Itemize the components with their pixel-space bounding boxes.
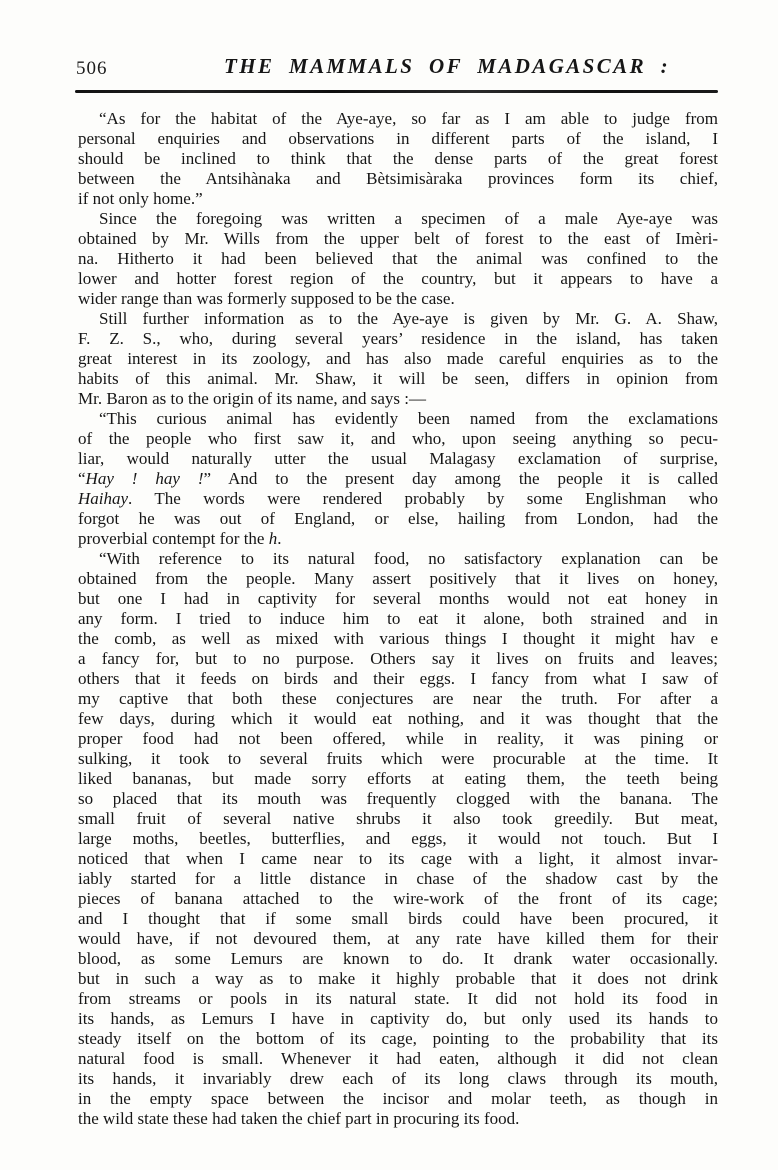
text-line: natural food is small. Whenever it had eaten, although it did not clean [78,1049,718,1068]
text-line: na. Hitherto it had been believed that the animal was confined to the [78,249,718,268]
text-line: lower and hotter forest region of the country, but it appears to have a [78,269,718,288]
text-line: the comb, as well as mixed with various things I thought it might hav e [78,629,718,648]
text-line: “With reference to its natural food, no satisfactory explanation can be [99,549,718,568]
text-line: wider range than was formerly supposed to be the case. [78,289,455,308]
text-line: but in such a way as to make it highly probable that it does not drink [78,969,718,988]
text-line: “This curious animal has evidently been named from the exclamations [99,409,718,428]
text-line: Haihay. The words were rendered probably by some Englishman who [78,489,718,508]
text-line: forgot he was out of England, or else, hailing from London, had the [78,509,718,528]
text-line: my captive that both these conjectures are near the truth. For after a [78,689,718,708]
text-line: of the people who first saw it, and who, upon seeing anything so pecu- [78,429,718,448]
text-line: the wild state these had taken the chief part in procuring its food. [78,1109,520,1128]
text-line: its hands, it invariably drew each of its long claws through its mouth, [78,1069,718,1088]
text-line: iably started for a little distance in chase of the shadow cast by the [78,869,718,888]
text-line: a fancy for, but to no purpose. Others say it lives on fruits and leaves; [78,649,718,668]
text-line: steady itself on the bottom of its cage, pointing to the probability that its [78,1029,718,1048]
text-line: and I thought that if some small birds could have been procured, it [78,909,718,928]
text-line: personal enquiries and observations in different parts of the island, I [78,129,718,148]
text-line: Mr. Baron as to the origin of its name, and says :— [78,389,426,408]
text-line: liked bananas, but made sorry efforts at eating them, the teeth being [78,769,718,788]
text-line: noticed that when I came near to its cage with a light, it almost invar- [78,849,718,868]
header-rule [75,90,718,93]
text-line: its hands, as Lemurs I have in captivity do, but only used its hands to [78,1009,718,1028]
text-line: obtained by Mr. Wills from the upper belt of forest to the east of Imèri- [78,229,718,248]
text-block [78,109,718,1129]
text-line: in the empty space between the incisor and molar teeth, as though in [78,1089,718,1108]
text-line: would have, if not devoured them, at any rate have killed them for their [78,929,718,948]
text-line: great interest in its zoology, and has also made careful enquiries as to the [78,349,718,368]
page-number: 506 [76,58,108,79]
text-line: should be inclined to think that the dense parts of the great forest [78,149,718,168]
text-line: small fruit of several native shrubs it also took greedily. But meat, [78,809,718,828]
text-line: pieces of banana attached to the wire-work of the front of its cage; [78,889,718,908]
text-line: sulking, it took to several fruits which were procurable at the time. It [78,749,718,768]
text-line: if not only home.” [78,189,203,208]
text-line: few days, during which it would eat nothing, and it was thought that the [78,709,718,728]
text-line: liar, would naturally utter the usual Malagasy exclamation of surprise, [78,449,718,468]
text-line: so placed that its mouth was frequently clogged with the banana. The [78,789,718,808]
text-line: obtained from the people. Many assert positively that it lives on honey, [78,569,718,588]
text-line: proper food had not been offered, while in reality, it was pining or [78,729,718,748]
text-line: habits of this animal. Mr. Shaw, it will be seen, differs in opinion from [78,369,718,388]
text-line: Since the foregoing was written a specimen of a male Aye-aye was [99,209,718,228]
text-line: blood, as some Lemurs are known to do. It drank water occasionally. [78,949,718,968]
text-line: between the Antsihànaka and Bètsimisàraka provinces form its chief, [78,169,718,188]
text-line: others that it feeds on birds and their eggs. I fancy from what I saw of [78,669,718,688]
text-line: “As for the habitat of the Aye-aye, so far as I am able to judge from [99,109,718,128]
text-line: “Hay ! hay !” And to the present day among the people it is called [78,469,718,488]
running-header-title: THE MAMMALS OF MADAGASCAR : [224,54,671,78]
text-line: but one I had in captivity for several months would not eat honey in [78,589,718,608]
text-line: large moths, beetles, butterflies, and eggs, it would not touch. But I [78,829,718,848]
text-line: proverbial contempt for the h. [78,529,282,548]
text-line: from streams or pools in its natural state. It did not hold its food in [78,989,718,1008]
text-line: F. Z. S., who, during several years’ residence in the island, has taken [78,329,718,348]
text-line: Still further information as to the Aye-aye is given by Mr. G. A. Shaw, [99,309,718,328]
text-line: any form. I tried to induce him to eat it alone, both strained and in [78,609,718,628]
